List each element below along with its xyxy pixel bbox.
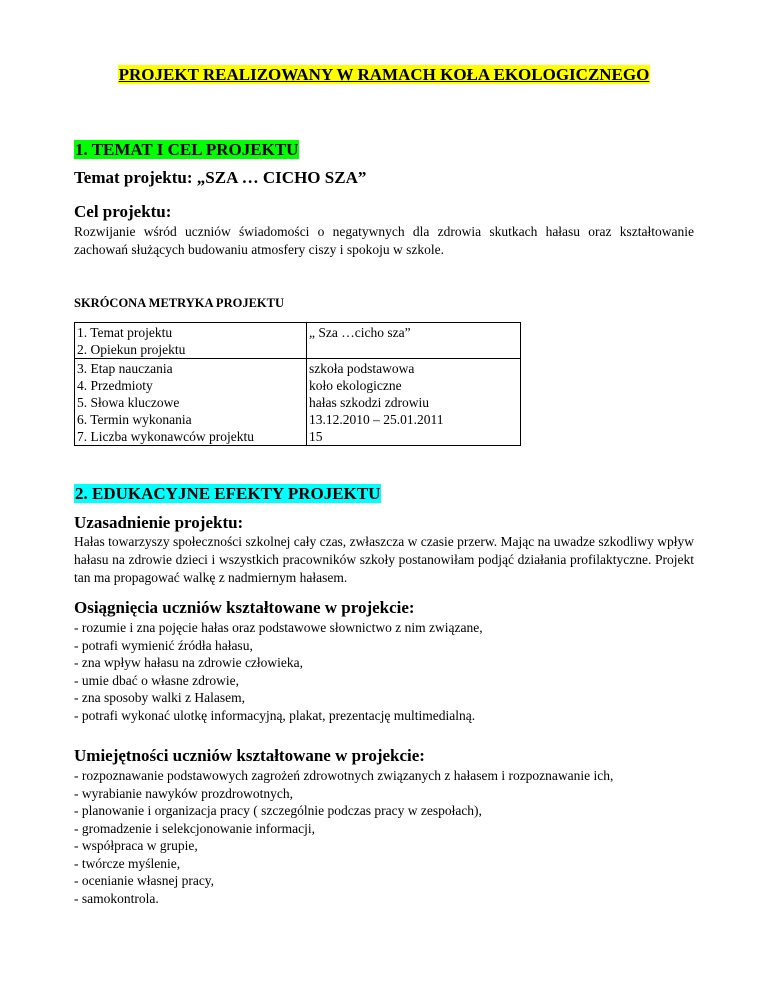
- project-topic: Temat projektu: „SZA … CICHO SZA”: [74, 168, 367, 187]
- goal-text: Rozwijanie wśród uczniów świadomości o negatywnych dla zdrowia skutkach hałasu oraz kształtowanie zachowań służących budowaniu atmosfery ciszy i spokoju w szkole.: [74, 224, 694, 257]
- section-2-heading-text: 2. EDUKACYJNE EFEKTY PROJEKTU: [75, 484, 381, 503]
- list-item: - wyrabianie nawyków prozdrowotnych,: [74, 785, 613, 803]
- list-item: - współpraca w grupie,: [74, 837, 613, 855]
- metryka-table: [74, 322, 521, 446]
- metryka-label: 2. Opiekun projektu: [77, 342, 186, 357]
- list-item: - potrafi wykonać ulotkę informacyjną, plakat, prezentację multimedialną.: [74, 707, 483, 725]
- list-item: - zna sposoby walki z Halasem,: [74, 689, 483, 707]
- achievements-list: [74, 619, 483, 724]
- metryka-value: hałas szkodzi zdrowiu: [309, 395, 429, 410]
- section-1-heading-text: 1. TEMAT I CEL PROJEKTU: [75, 140, 299, 159]
- list-item: - rozpoznawanie podstawowych zagrożeń zdrowotnych związanych z hałasem i rozpoznawanie ich,: [74, 767, 613, 785]
- skills-list: [74, 767, 613, 907]
- metryka-labels-cell: [75, 323, 307, 359]
- metryka-labels-cell: [75, 359, 307, 446]
- metryka-value: „ Sza …cicho sza”: [309, 325, 411, 340]
- list-item: - planowanie i organizacja pracy ( szczególnie podczas pracy w zespołach),: [74, 802, 613, 820]
- justification-text: Hałas towarzyszy społeczności szkolnej cały czas, zwłaszcza w czasie przerw. Mając na uwadze szkodliwy wpływ hałasu na zdrowie dzieci i wszystkich pracowników szkoły postanowiłam podjąć działania profilaktyczne. Projekt tan ma propagować walkę z nadmiernym hałasem.: [74, 534, 694, 585]
- metryka-value: koło ekologiczne: [309, 378, 402, 393]
- list-item: - samokontrola.: [74, 890, 613, 908]
- skills-heading: Umiejętności uczniów kształtowane w projekcie:: [74, 746, 425, 765]
- list-item: - potrafi wymienić źródła hałasu,: [74, 637, 483, 655]
- list-item: - gromadzenie i selekcjonowanie informacji,: [74, 820, 613, 838]
- goal-heading: Cel projektu:: [74, 202, 172, 221]
- metryka-label: 4. Przedmioty: [77, 378, 153, 393]
- metryka-row: [75, 359, 521, 446]
- achievements-heading: Osiągnięcia uczniów kształtowane w projekcie:: [74, 598, 415, 617]
- metryka-value: szkoła podstawowa: [309, 361, 415, 376]
- metryka-label: 1. Temat projektu: [77, 325, 173, 340]
- metryka-heading: SKRÓCONA METRYKA PROJEKTU: [74, 296, 284, 310]
- section-1-heading: [74, 140, 299, 160]
- list-item: - rozumie i zna pojęcie hałas oraz podstawowe słownictwo z nim związane,: [74, 619, 483, 637]
- metryka-values-cell: [307, 359, 521, 446]
- document-title: [74, 65, 694, 85]
- justification-heading: Uzasadnienie projektu:: [74, 513, 244, 532]
- metryka-values-cell: [307, 323, 521, 359]
- metryka-value: 15: [309, 429, 323, 444]
- metryka-label: 5. Słowa kluczowe: [77, 395, 180, 410]
- list-item: - zna wpływ hałasu na zdrowie człowieka,: [74, 654, 483, 672]
- document-title-text: PROJEKT REALIZOWANY W RAMACH KOŁA EKOLOGICZNEGO: [118, 65, 650, 84]
- section-2-heading: [74, 484, 381, 504]
- metryka-label: 7. Liczba wykonawców projektu: [77, 429, 254, 444]
- metryka-row: [75, 323, 521, 359]
- metryka-label: 6. Termin wykonania: [77, 412, 192, 427]
- list-item: - umie dbać o własne zdrowie,: [74, 672, 483, 690]
- list-item: - ocenianie własnej pracy,: [74, 872, 613, 890]
- metryka-label: 3. Etap nauczania: [77, 361, 173, 376]
- list-item: - twórcze myślenie,: [74, 855, 613, 873]
- metryka-value: [309, 341, 518, 358]
- metryka-value: 13.12.2010 – 25.01.2011: [309, 412, 444, 427]
